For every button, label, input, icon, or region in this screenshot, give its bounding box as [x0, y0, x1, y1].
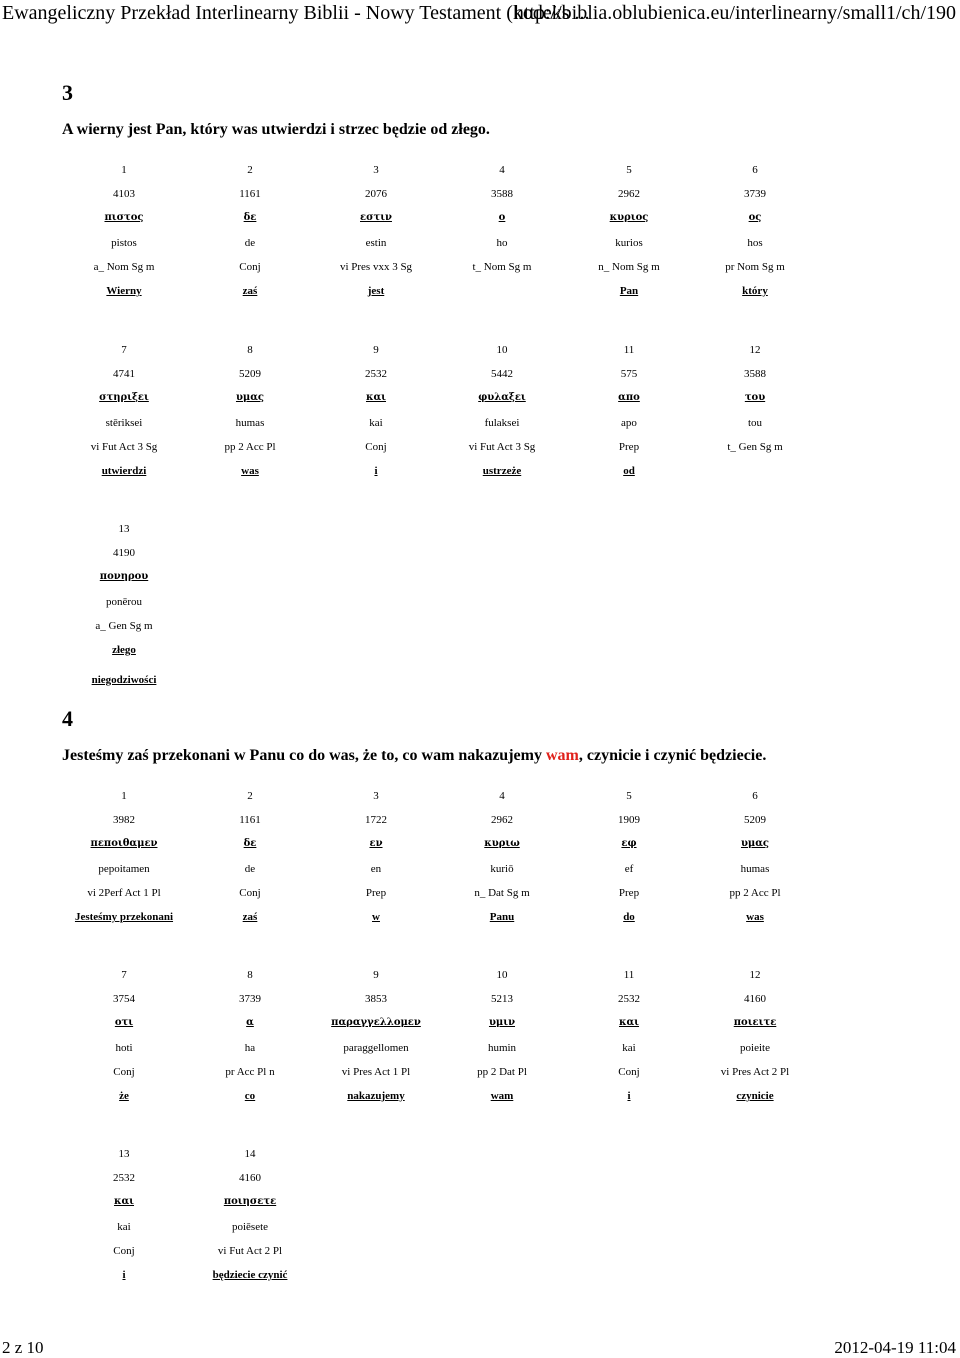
polish-gloss-link[interactable]: czynicie	[736, 1090, 774, 1102]
word-number: 7	[121, 344, 127, 356]
polish-line	[0, 281, 960, 301]
strong-number: 3588	[744, 368, 766, 380]
polish-line	[0, 461, 960, 481]
verse-text	[62, 747, 766, 765]
strong-number: 3754	[113, 993, 135, 1005]
morphology: vi Fut Act 3 Sg	[468, 441, 536, 453]
greek-line	[0, 1192, 960, 1212]
polish-gloss-link[interactable]: utwierdzi	[101, 465, 147, 477]
greek-word-link[interactable]: φυλαξει	[478, 392, 526, 403]
polish-gloss-link[interactable]: was	[241, 465, 259, 477]
translit-line	[0, 413, 960, 433]
polish-gloss-link[interactable]: Pan	[619, 285, 639, 297]
translit-line	[0, 592, 960, 612]
num-line	[0, 1144, 960, 1164]
polish-gloss-link[interactable]: nakazujemy	[347, 1090, 405, 1102]
num-line	[0, 519, 960, 539]
polish-gloss-link[interactable]: że	[119, 1090, 129, 1102]
strong-number: 3853	[365, 993, 387, 1005]
strong-number: 2532	[365, 368, 387, 380]
word-number: 2	[247, 790, 253, 802]
transliteration: kai	[622, 1042, 636, 1054]
word-number: 12	[749, 344, 761, 356]
strong-number: 1161	[239, 188, 261, 200]
morphology: pp 2 Dat Pl	[477, 1066, 527, 1078]
greek-word-link[interactable]: εν	[369, 838, 383, 849]
strong-line	[0, 810, 960, 830]
morphology: vi Pres vxx 3 Sg	[339, 261, 413, 273]
translit-line	[0, 859, 960, 879]
polish-line	[0, 907, 960, 927]
morphology: pr Acc Pl n	[225, 1066, 275, 1078]
strong-number: 2076	[365, 188, 387, 200]
morphology: n_ Dat Sg m	[474, 887, 530, 899]
greek-word-link[interactable]: πιστος	[104, 212, 144, 223]
word-number: 14	[244, 1148, 256, 1160]
polish-gloss-link[interactable]: Panu	[489, 911, 515, 923]
strong-number: 4160	[744, 993, 766, 1005]
page-footer-datetime: 2012-04-19 11:04	[834, 1338, 956, 1357]
polish-gloss-link[interactable]: zaś	[242, 285, 258, 297]
word-number: 10	[496, 344, 508, 356]
word-number: 11	[623, 344, 635, 356]
morphology: vi Fut Act 3 Sg	[90, 441, 158, 453]
greek-line	[0, 388, 960, 408]
greek-word-link[interactable]: κυριος	[609, 212, 649, 223]
transliteration: de	[244, 237, 256, 249]
strong-number: 2962	[491, 814, 513, 826]
polish-gloss-link[interactable]: i	[627, 1090, 631, 1102]
word-number: 2	[247, 164, 253, 176]
morphology: t_ Gen Sg m	[727, 441, 783, 453]
morphology: Conj	[113, 1066, 135, 1078]
verse-number: 3	[62, 80, 73, 105]
strong-number: 1722	[365, 814, 387, 826]
page-header-url: http://biblia.oblubienica.eu/interlinearny/small1/ch/190	[513, 2, 956, 24]
transliteration: fulaksei	[484, 417, 520, 429]
strong-number: 4741	[113, 368, 135, 380]
transliteration: ha	[244, 1042, 256, 1054]
polish-line	[0, 1086, 960, 1106]
page-header-title: Ewangeliczny Przekład Interlinearny Biblii - Nowy Testament (kodeks ...	[2, 2, 590, 24]
strong-number: 2532	[113, 1172, 135, 1184]
transliteration: kuriō	[490, 863, 514, 875]
polish-gloss-link[interactable]: Wierny	[106, 285, 142, 297]
greek-word-link[interactable]: ποιησετε	[223, 1196, 277, 1207]
greek-word-link[interactable]: ποιειτε	[733, 1017, 777, 1028]
word-number: 4	[499, 164, 505, 176]
morphology: a_ Gen Sg m	[95, 620, 153, 632]
word-number: 1	[121, 790, 127, 802]
strong-line	[0, 1168, 960, 1188]
morphology: a_ Nom Sg m	[93, 261, 155, 273]
greek-line	[0, 1013, 960, 1033]
greek-word-link[interactable]: ος	[748, 212, 762, 223]
num-line	[0, 160, 960, 180]
strong-number: 3739	[239, 993, 261, 1005]
word-number: 11	[623, 969, 635, 981]
word-number: 13	[118, 1148, 130, 1160]
greek-word-link[interactable]: και	[365, 392, 387, 403]
polish-gloss-link[interactable]: i	[122, 1269, 126, 1281]
transliteration: stēriksei	[105, 417, 143, 429]
strong-number: 4160	[239, 1172, 261, 1184]
greek-word-link[interactable]: στηριξει	[99, 392, 149, 403]
morphology: Prep	[618, 887, 640, 899]
transliteration: tou	[747, 417, 763, 429]
polish-gloss-link[interactable]: do	[623, 911, 635, 923]
morph-line	[0, 616, 960, 636]
morphology: Conj	[618, 1066, 640, 1078]
strong-number: 3739	[744, 188, 766, 200]
strong-number: 3588	[491, 188, 513, 200]
greek-word-link[interactable]: α	[246, 1017, 254, 1028]
greek-word-link[interactable]: πεποιθαμεν	[90, 838, 158, 849]
word-number: 9	[373, 344, 379, 356]
strong-line	[0, 989, 960, 1009]
greek-word-link[interactable]: ο	[498, 212, 506, 223]
polish-gloss-link[interactable]: złego	[112, 644, 136, 656]
morphology: vi Pres Act 2 Pl	[720, 1066, 790, 1078]
greek-word-link[interactable]: υμιν	[488, 1017, 516, 1028]
greek-line	[0, 834, 960, 854]
polish-gloss-link[interactable]: będziecie czynić	[212, 1269, 288, 1281]
word-number: 3	[373, 790, 379, 802]
greek-line	[0, 208, 960, 228]
greek-line	[0, 567, 960, 587]
word-number: 1	[121, 164, 127, 176]
strong-number: 4190	[113, 547, 135, 559]
polish-gloss-link[interactable]: wam	[490, 1090, 514, 1102]
verse-text-part: , czynicie i czynić będziecie.	[578, 747, 767, 764]
translit-line	[0, 233, 960, 253]
word-number: 8	[247, 344, 253, 356]
translit-line	[0, 1217, 960, 1237]
verse-text-highlight: wam	[545, 747, 579, 764]
transliteration: apo	[621, 417, 637, 429]
morphology: n_ Nom Sg m	[598, 261, 660, 273]
morphology: Prep	[618, 441, 640, 453]
transliteration: ho	[496, 237, 508, 249]
transliteration: paraggellomen	[343, 1042, 409, 1054]
strong-number: 2532	[618, 993, 640, 1005]
num-line	[0, 340, 960, 360]
strong-number: 3982	[113, 814, 135, 826]
transliteration: estin	[365, 237, 387, 249]
polish-gloss-link[interactable]: co	[244, 1090, 256, 1102]
transliteration: en	[370, 863, 382, 875]
strong-line	[0, 364, 960, 384]
transliteration: ponērou	[105, 596, 143, 608]
polish-gloss-link[interactable]: zaś	[242, 911, 258, 923]
greek-word-link[interactable]: οτι	[114, 1017, 134, 1028]
verse-text: A wierny jest Pan, który was utwierdzi i strzec będzie od złego.	[62, 121, 490, 138]
morph-line	[0, 257, 960, 277]
transliteration: humas	[235, 417, 265, 429]
polish-gloss-link[interactable]: który	[742, 285, 768, 297]
greek-word-link[interactable]: και	[618, 1017, 640, 1028]
polish-line	[0, 640, 960, 660]
transliteration: kai	[369, 417, 383, 429]
polish-gloss-link[interactable]: w	[372, 911, 380, 923]
strong-number: 2962	[618, 188, 640, 200]
greek-word-link[interactable]: πονηρου	[99, 571, 149, 582]
transliteration: ef	[624, 863, 634, 875]
num-line	[0, 786, 960, 806]
greek-word-link[interactable]: εστιν	[360, 212, 392, 223]
strong-number: 1909	[618, 814, 640, 826]
transliteration: hoti	[115, 1042, 133, 1054]
greek-word-link[interactable]: και	[113, 1196, 135, 1207]
word-number: 9	[373, 969, 379, 981]
strong-number: 4103	[113, 188, 135, 200]
strong-line	[0, 184, 960, 204]
morph-line	[0, 1241, 960, 1261]
extra-gloss-link[interactable]: niegodziwości	[91, 674, 157, 686]
transliteration: poieite	[740, 1042, 770, 1054]
word-number: 6	[752, 164, 758, 176]
morph-line	[0, 437, 960, 457]
greek-word-link[interactable]: υμας	[740, 838, 770, 849]
word-number: 13	[118, 523, 130, 535]
strong-line	[0, 543, 960, 563]
morphology: pp 2 Acc Pl	[224, 441, 276, 453]
transliteration: poiēsete	[231, 1221, 269, 1233]
word-number: 7	[121, 969, 127, 981]
word-number: 12	[749, 969, 761, 981]
morphology: Conj	[113, 1245, 135, 1257]
morphology: Conj	[239, 887, 261, 899]
word-number: 6	[752, 790, 758, 802]
word-number: 10	[496, 969, 508, 981]
polish-gloss-link[interactable]: i	[374, 465, 378, 477]
page-footer-page: 2 z 10	[2, 1338, 44, 1357]
polish-gloss-link[interactable]: od	[623, 465, 635, 477]
transliteration: pistos	[111, 237, 137, 249]
polish-gloss-link[interactable]: was	[746, 911, 764, 923]
verse-text-part: Jesteśmy zaś przekonani w Panu co do was, że to, co wam nakazujemy	[62, 747, 546, 764]
translit-line	[0, 1038, 960, 1058]
polish-gloss-link[interactable]: Jesteśmy przekonani	[74, 911, 174, 923]
num-line	[0, 965, 960, 985]
morphology: t_ Nom Sg m	[472, 261, 532, 273]
greek-word-link[interactable]: παραγγελλομεν	[331, 1017, 421, 1028]
transliteration: humas	[740, 863, 770, 875]
morph-line	[0, 883, 960, 903]
polish-gloss-link[interactable]: jest	[367, 285, 385, 297]
transliteration: pepoitamen	[98, 863, 150, 875]
strong-number: 1161	[239, 814, 261, 826]
greek-word-link[interactable]: υμας	[235, 392, 265, 403]
strong-number: 5209	[239, 368, 261, 380]
word-number: 8	[247, 969, 253, 981]
greek-word-link[interactable]: του	[744, 392, 766, 403]
transliteration: humin	[487, 1042, 517, 1054]
transliteration: hos	[747, 237, 763, 249]
verse-number: 4	[62, 706, 73, 731]
strong-number: 575	[620, 368, 638, 380]
polish-line	[0, 1265, 960, 1285]
morphology: vi 2Perf Act 1 Pl	[87, 887, 161, 899]
greek-word-link[interactable]: εφ	[621, 838, 637, 849]
strong-number: 5442	[491, 368, 513, 380]
transliteration: de	[244, 863, 256, 875]
transliteration: kurios	[615, 237, 643, 249]
word-number: 5	[626, 790, 632, 802]
morphology: Conj	[239, 261, 261, 273]
morphology: pr Nom Sg m	[725, 261, 785, 273]
strong-number: 5209	[744, 814, 766, 826]
greek-word-link[interactable]: δε	[243, 212, 257, 223]
word-number: 3	[373, 164, 379, 176]
greek-word-link[interactable]: κυριω	[484, 838, 520, 849]
transliteration: kai	[117, 1221, 131, 1233]
word-number: 4	[499, 790, 505, 802]
word-number: 5	[626, 164, 632, 176]
strong-number: 5213	[491, 993, 513, 1005]
morphology: Prep	[365, 887, 387, 899]
greek-word-link[interactable]: δε	[243, 838, 257, 849]
morphology: pp 2 Acc Pl	[729, 887, 781, 899]
morph-line	[0, 1062, 960, 1082]
morphology: Conj	[365, 441, 387, 453]
morphology: vi Fut Act 2 Pl	[217, 1245, 283, 1257]
morphology: vi Pres Act 1 Pl	[341, 1066, 411, 1078]
polish-gloss-link[interactable]: ustrzeże	[482, 465, 522, 477]
greek-word-link[interactable]: απο	[618, 392, 640, 403]
